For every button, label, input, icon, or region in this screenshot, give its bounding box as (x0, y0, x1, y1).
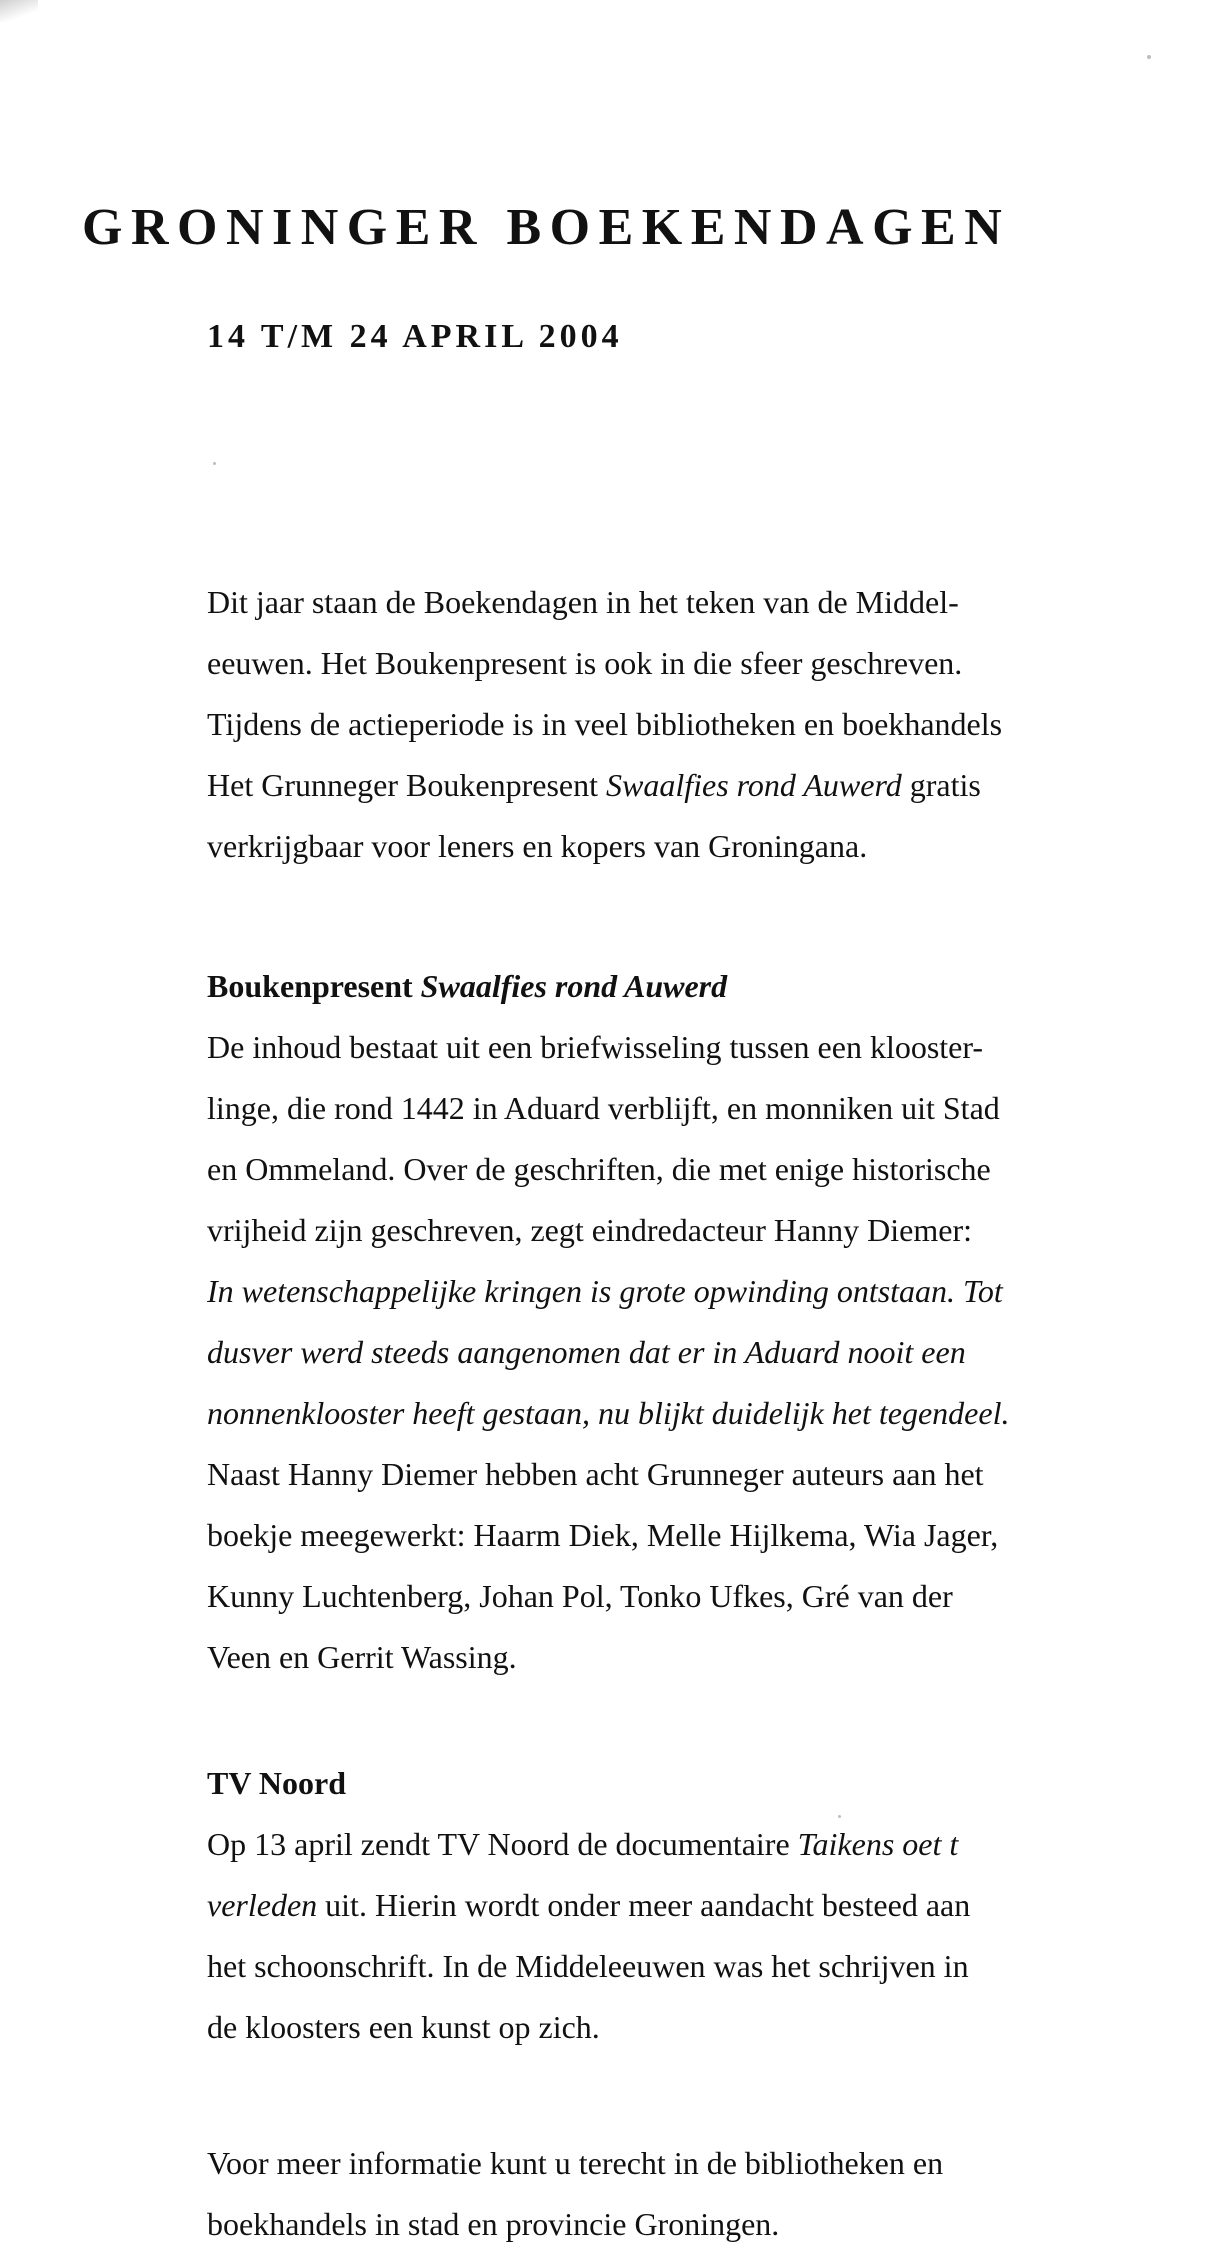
text-run: gratis (901, 767, 981, 803)
text-line: Naast Hanny Diemer hebben acht Grunneger auteurs aan het (207, 1456, 984, 1492)
quote-line: nonnenklooster heeft gestaan, nu blijkt duidelijk het tegendeel. (207, 1395, 1010, 1431)
text-run: Op 13 april zendt TV Noord de documentaire (207, 1826, 798, 1862)
text-run: Het Grunneger Boukenpresent (207, 767, 606, 803)
text-line: Veen en Gerrit Wassing. (207, 1639, 517, 1675)
quote-line: In wetenschappelijke kringen is grote opwinding ontstaan. Tot (207, 1273, 1003, 1309)
section-boukenpresent (207, 956, 1127, 1688)
date-line: 14 T/M 24 APRIL 2004 (207, 318, 623, 355)
text-line: en Ommeland. Over de geschriften, die met enige historische (207, 1151, 991, 1187)
heading-book-title: Swaalfies rond Auwerd (420, 968, 728, 1004)
text-line: linge, die rond 1442 in Aduard verblijft, en monniken uit Stad (207, 1090, 1000, 1126)
text-line: de kloosters een kunst op zich. (207, 2009, 600, 2045)
text-line (207, 755, 1127, 816)
documentary-title: verleden (207, 1887, 318, 1923)
section-heading (207, 956, 1127, 1017)
scan-speck (1147, 55, 1151, 59)
section-heading: TV Noord (207, 1765, 346, 1801)
text-line: De inhoud bestaat uit een briefwisseling tussen een klooster- (207, 1029, 984, 1065)
text-line (207, 1875, 1127, 1936)
text-run: uit. Hierin wordt onder meer aandacht besteed aan (317, 1887, 971, 1923)
text-line (207, 1814, 1127, 1875)
intro-paragraph (207, 572, 1127, 877)
book-title: Swaalfies rond Auwerd (605, 767, 902, 803)
text-line: boekje meegewerkt: Haarm Diek, Melle Hijlkema, Wia Jager, (207, 1517, 999, 1553)
heading-text: Boukenpresent (207, 968, 421, 1004)
text-line: Voor meer informatie kunt u terecht in de bibliotheken en (207, 2145, 944, 2181)
quote-line: dusver werd steeds aangenomen dat er in Aduard nooit een (207, 1334, 966, 1370)
section-tv-noord (207, 1753, 1127, 2058)
scan-artifact (0, 0, 38, 22)
text-line: Dit jaar staan de Boekendagen in het teken van de Middel- (207, 584, 959, 620)
text-line: eeuwen. Het Boukenpresent is ook in die sfeer geschreven. (207, 645, 963, 681)
text-line: het schoonschrift. In de Middeleeuwen was het schrijven in (207, 1948, 969, 1984)
page-title: GRONINGER BOEKENDAGEN (82, 199, 1011, 256)
closing-paragraph (207, 2133, 1127, 2255)
text-line: verkrijgbaar voor leners en kopers van Groningana. (207, 828, 868, 864)
scan-speck (213, 462, 216, 465)
text-line: Kunny Luchtenberg, Johan Pol, Tonko Ufkes, Gré van der (207, 1578, 953, 1614)
text-line: Tijdens de actieperiode is in veel bibliotheken en boekhandels (207, 706, 1003, 742)
text-line: boekhandels in stad en provincie Groningen. (207, 2206, 780, 2242)
documentary-title: Taikens oet t (797, 1826, 959, 1862)
text-line: vrijheid zijn geschreven, zegt eindredacteur Hanny Diemer: (207, 1212, 972, 1248)
